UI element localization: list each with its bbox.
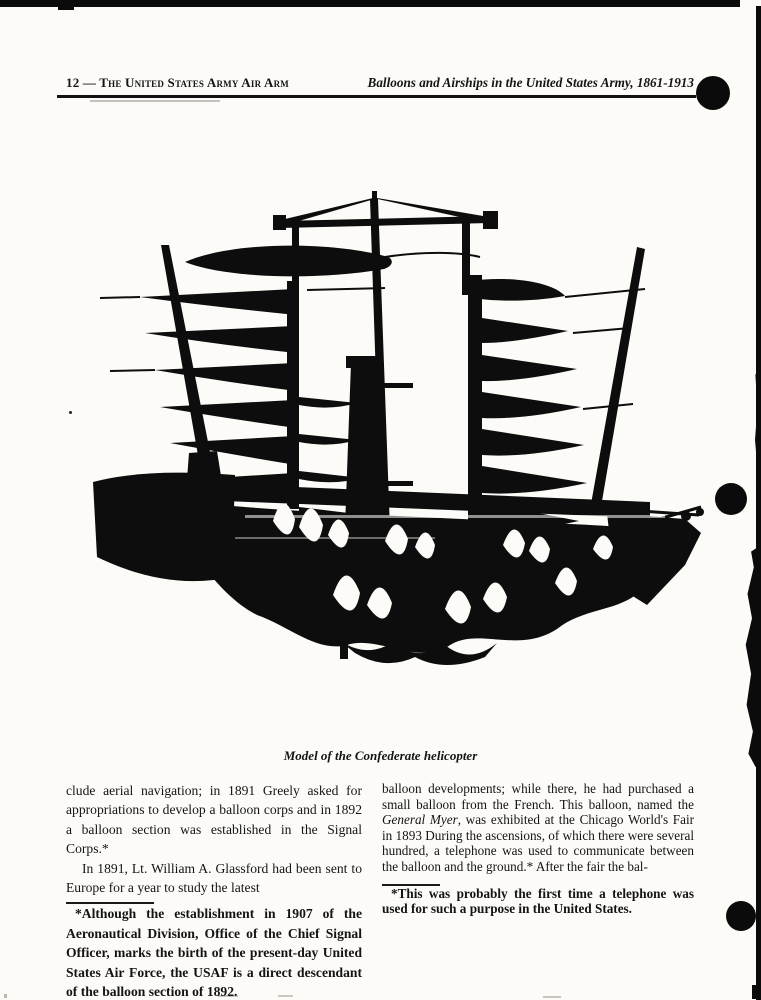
confederate-helicopter-photo [85,185,705,665]
scan-top-edge-bar [0,0,740,7]
figure-caption: Model of the Confederate helicopter [283,748,478,763]
scan-bottom-smudge [4,994,7,998]
paragraph: clude aerial navigation; in 1891 Greely asked for appropriations to develop a balloon corps and in 1892 a balloon section was established in the Signal Corps.* [66,783,362,857]
scan-right-edge-line [756,6,761,1000]
paragraph [382,781,694,875]
scan-top-edge-notch [58,0,74,10]
header-rule [57,95,696,98]
right-column [382,781,694,1000]
footnote: *This was probably the first time a telephone was used for such a purpose in the United States. [382,885,694,917]
balloon-name-italic: General Myer [382,812,458,828]
binding-hole-bottom [726,901,756,931]
footnote: *Although the establishment in 1907 of the Aeronautical Division, Office of the Chief Signal Officer, marks the birth of the present-day United States Air Force, the USAF is a direct descendant of the balloon section of 1892. [66,906,362,1000]
running-head-right: Balloons and Airships in the United States Army, 1861-1913 [367,75,694,90]
text-columns [66,781,694,1000]
binding-hole-middle [715,483,747,515]
scan-edge-blob [743,545,761,767]
header-rule-ghost [90,100,220,102]
binding-hole-top [696,76,730,110]
left-column [66,781,362,1000]
running-head-left: 12 — The United States Army Air Arm [66,75,289,90]
scan-speck [69,411,72,414]
scan-corner-mark [752,985,758,999]
paragraph: In 1891, Lt. William A. Glassford had been sent to Europe for a year to study the latest [66,860,362,896]
paragraph-text: balloon developments; while there, he had purchased a small balloon from the French. This balloon, named the [382,781,694,812]
paragraph-text: , was exhibited at the Chicago World's Fair in 1893 During the ascensions, of which there were several hundred, a telephone was used to communicate between the balloon and the ground.* After the fair the bal- [382,812,695,874]
helicopter-figure [85,185,705,665]
page-header [66,75,694,91]
